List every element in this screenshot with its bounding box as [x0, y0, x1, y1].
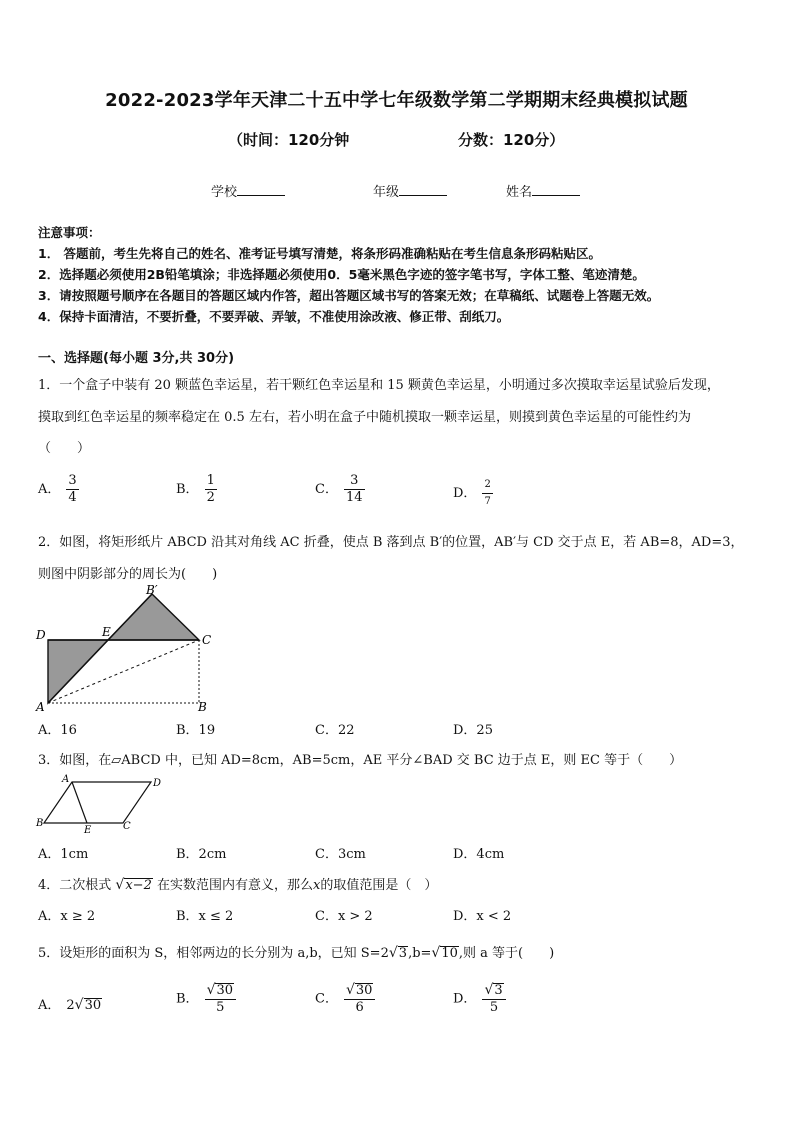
notice-heading: 注意事项：: [38, 225, 101, 240]
q1-text: （ ）: [38, 441, 91, 456]
point-label: E: [102, 625, 111, 639]
shaded-triangle: [108, 594, 199, 640]
q2-option-d[interactable]: D．25: [453, 723, 493, 738]
name-field: 姓名: [506, 181, 580, 200]
point-label: A: [36, 700, 45, 714]
notice-item: 4．保持卡面清洁，不要折叠，不要弄破、弄皱，不准使用涂改液、修正带、刮纸刀。: [38, 309, 510, 324]
q2-text: 2．如图，将矩形纸片 ABCD 沿其对角线 AC 折叠，使点 B 落到点 B′的位置，AB′与 CD 交于点 E，若 AB=8，AD=3，: [38, 535, 744, 550]
grade-field: 年级: [373, 181, 447, 200]
q3-text: 3．如图，在▱ABCD 中，已知 AD=8cm，AB=5cm，AE 平分∠BAD 交 BC 边于点 E，则 EC 等于（ ）: [38, 753, 683, 768]
point-label: E: [84, 825, 92, 835]
school-field: 学校: [211, 181, 285, 200]
point-label: D: [153, 778, 162, 789]
q2-text: 则图中阴影部分的周长为( ): [38, 567, 218, 582]
page-title: 2022-2023学年天津二十五中学七年级数学第二学期期末经典模拟试题: [105, 90, 688, 111]
q3-option-b[interactable]: B．2cm: [176, 847, 227, 862]
point-label: B: [198, 700, 207, 714]
point-label: C: [123, 821, 131, 832]
q4-option-b[interactable]: B．x ≤ 2: [176, 909, 234, 924]
score-label: 分数：120分）: [458, 131, 565, 149]
q5-option-b[interactable]: B． $\frac{√30}{5}$: [176, 982, 236, 1016]
q1-text: 1．一个盒子中装有 20 颗蓝色幸运星，若干颗红色幸运星和 15 颗黄色幸运星，小明通过多次摸取幸运星试验后发现，: [38, 378, 720, 393]
notice-item: 3．请按照题号顺序在各题目的答题区域内作答，超出答题区域书写的答案无效；在草稿纸、试题卷上答题无效。: [38, 288, 660, 303]
q3-option-c[interactable]: C．3cm: [315, 847, 366, 862]
point-label: B′: [146, 583, 158, 597]
point-label: C: [202, 633, 212, 647]
q3-option-d[interactable]: D．4cm: [453, 847, 505, 862]
q4-option-c[interactable]: C．x > 2: [315, 909, 373, 924]
q1-option-d[interactable]: D． $\frac{2}{7}$: [453, 479, 491, 507]
q2-option-b[interactable]: B．19: [176, 723, 216, 738]
q4-option-a[interactable]: A．x ≥ 2: [38, 909, 96, 924]
q1-text: 摸取到红色幸运星的频率稳定在 0.5 左右，若小明在盒子中随机摸取一颗幸运星，则摸到黄色幸运星的可能性约为: [38, 410, 691, 425]
q5-option-c[interactable]: C． $\frac{√30}{6}$: [315, 982, 375, 1016]
q3-figure: [34, 773, 164, 835]
q1-option-c[interactable]: C． $\frac{3}{14}$: [315, 473, 363, 505]
q3-option-a[interactable]: A．1cm: [38, 847, 89, 862]
point-label: A: [62, 774, 70, 785]
q2-option-a[interactable]: A．16: [38, 723, 77, 738]
q2-option-c[interactable]: C．22: [315, 723, 355, 738]
point-label: D: [36, 628, 46, 642]
time-label: （时间：120分钟: [228, 131, 350, 149]
notice-item: 2．选择题必须使用2B铅笔填涂；非选择题必须使用0．5毫米黑色字迹的签字笔书写，字体工整、笔迹清楚。: [38, 267, 645, 282]
q1-option-a[interactable]: A． $\frac{3}{4}$: [38, 473, 77, 505]
q5-option-a[interactable]: A． 2√30: [38, 997, 102, 1013]
q2-figure: [30, 580, 230, 715]
notice-item: 1． 答题前，考生先将自己的姓名、准考证号填写清楚，将条形码准确粘贴在考生信息条形码粘贴区。: [38, 246, 602, 261]
q4-text: 4．二次根式 √x−2 在实数范围内有意义，那么x的取值范围是（ ）: [38, 877, 438, 893]
q4-option-d[interactable]: D．x < 2: [453, 909, 512, 924]
q5-text: 5．设矩形的面积为 S，相邻两边的长分别为 a,b，已知 S=2√3,b=√10,则 a 等于( ): [38, 945, 555, 961]
q5-option-d[interactable]: D． $\frac{√3}{5}$: [453, 982, 506, 1016]
section-title: 一、选择题(每小题 3分,共 30分): [38, 351, 235, 366]
q1-option-b[interactable]: B． $\frac{1}{2}$: [176, 473, 215, 505]
point-label: B: [36, 818, 44, 829]
